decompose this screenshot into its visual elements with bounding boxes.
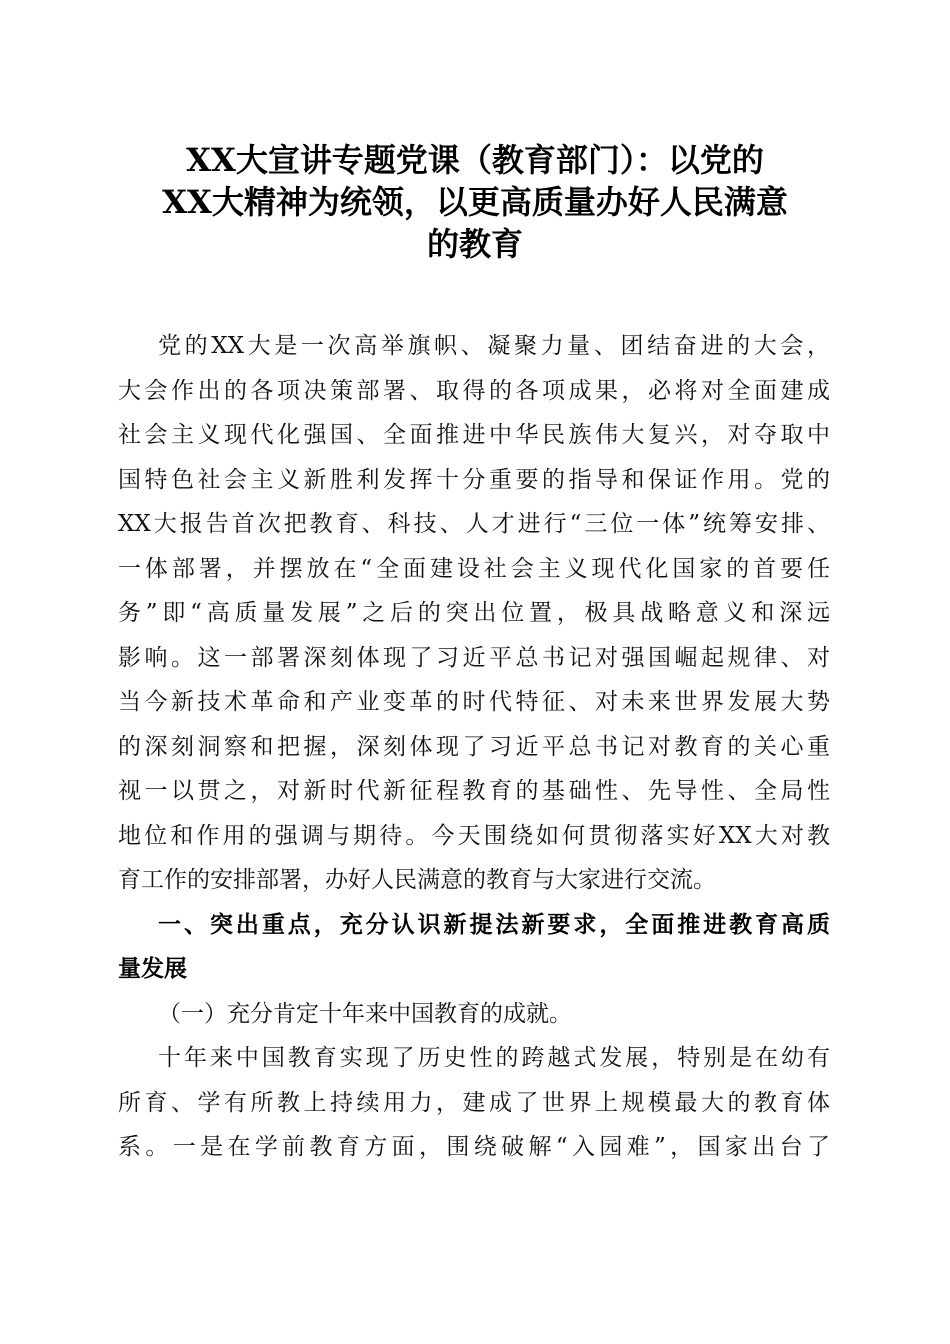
title-line: XX大宣讲专题党课（教育部门）：以党的: [186, 141, 764, 179]
document-body: [118, 324, 830, 1170]
subsection-heading: （一）充分肯定十年来中国教育的成就。: [158, 1000, 572, 1027]
intro-paragraph: [118, 324, 830, 903]
paragraph-line: 社会主义现代化强国、全面推进中华民族伟大复兴，对夺取中: [118, 422, 830, 448]
paragraph-line: 的深刻洞察和把握，深刻体现了习近平总书记对教育的关心重: [118, 733, 830, 760]
paragraph-line: 大会作出的各项决策部署、取得的各项成果，必将对全面建成: [118, 377, 830, 404]
paragraph-line: 当今新技术革命和产业变革的时代特征、对未来世界发展大势: [118, 689, 830, 715]
paragraph-line: 地位和作用的强调与期待。今天围绕如何贯彻落实好XX大对教: [118, 822, 830, 849]
body-paragraph: [118, 1036, 830, 1170]
paragraph-line: 影响。这一部署深刻体现了习近平总书记对强国崛起规律、对: [118, 644, 830, 671]
section-heading: [118, 903, 830, 992]
heading-line: 量发展: [118, 956, 187, 982]
paragraph-line: 党的XX大是一次高举旗帜、凝聚力量、团结奋进的大会，: [158, 333, 830, 359]
title-line: 的教育: [426, 225, 523, 263]
paragraph-line: 育工作的安排部署，办好人民满意的教育与大家进行交流。: [118, 867, 716, 893]
paragraph-line: 十年来中国教育实现了历史性的跨越式发展，特别是在幼有: [158, 1045, 830, 1071]
document-title: [100, 139, 850, 265]
paragraph-line: XX大报告首次把教育、科技、人才进行“三位一体”统筹安排、: [118, 511, 830, 537]
heading-line: 一、突出重点，充分认识新提法新要求，全面推进教育高质: [158, 911, 830, 938]
paragraph-line: 所育、学有所教上持续用力，建成了世界上规模最大的教育体: [118, 1089, 830, 1116]
paragraph-line: 系。一是在学前教育方面，围绕破解“入园难”，国家出台了: [118, 1134, 830, 1160]
title-line: XX大精神为统领，以更高质量办好人民满意: [162, 183, 788, 221]
paragraph-line: 国特色社会主义新胜利发挥十分重要的指导和保证作用。党的: [118, 466, 830, 493]
paragraph-line: 一体部署，并摆放在“全面建设社会主义现代化国家的首要任: [118, 555, 830, 582]
paragraph-line: 视一以贯之，对新时代新征程教育的基础性、先导性、全局性: [118, 778, 830, 804]
paragraph-line: 务”即“高质量发展”之后的突出位置，极具战略意义和深远: [118, 600, 830, 626]
